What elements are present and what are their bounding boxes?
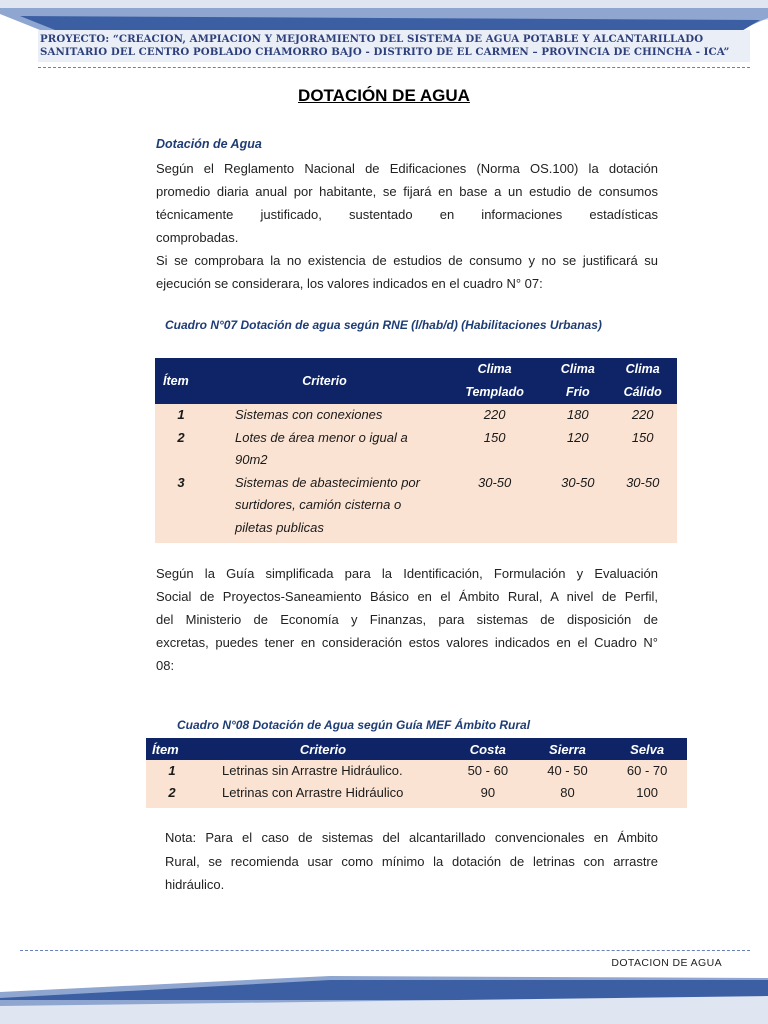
- paragraph-rne: [156, 157, 658, 295]
- table-row: [155, 404, 677, 427]
- paragraph-line: del Ministerio de Economía y Finanzas, para sistemas de disposición de: [156, 612, 658, 627]
- cell-value: 30-50: [608, 472, 677, 544]
- table-rne-dotacion: [155, 358, 677, 543]
- project-label: PROYECTO:: [40, 33, 110, 45]
- header-selva: Selva: [607, 738, 687, 760]
- paragraph-line: técnicamente justificado, sustentado en informaciones estadísticas: [156, 207, 658, 222]
- header-criterio: Criterio: [207, 358, 442, 404]
- header-costa: Costa: [448, 738, 528, 760]
- cell-value: 60 - 70: [607, 760, 687, 782]
- header-clima-frio: [547, 358, 608, 404]
- header-text: Templado: [465, 385, 524, 399]
- table-row: [155, 427, 677, 472]
- footer-divider: [20, 950, 750, 951]
- cell-criterio: Sistemas de abastecimiento por surtidores, camión cisterna o piletas publicas: [207, 472, 442, 544]
- cell-criterio: Lotes de área menor o igual a 90m2: [207, 427, 442, 472]
- paragraph-line: Según el Reglamento Nacional de Edificaciones (Norma OS.100) la dotación: [156, 161, 658, 176]
- header-text: Clima: [625, 362, 660, 376]
- header-clima-calido: [608, 358, 677, 404]
- cell-item: 2: [146, 782, 198, 808]
- header-text: Clima: [560, 362, 595, 376]
- footer-banner: [0, 966, 768, 1024]
- project-title-line2: SANITARIO DEL CENTRO POBLADO CHAMORRO BAJO - DISTRITO DE EL CARMEN – PROVINCIA DE CHINCHA - ICA”: [40, 46, 730, 58]
- table-row: [155, 472, 677, 544]
- cell-item: 3: [155, 472, 207, 544]
- paragraph-line: Social de Proyectos-Saneamiento Básico en el Ámbito Rural, A nivel de Perfil,: [156, 589, 658, 604]
- paragraph-line: promedio diaria anual por habitante, se fijará en base a un estudio de consumos: [156, 184, 658, 199]
- cell-criterio: Sistemas con conexiones: [207, 404, 442, 427]
- header-criterio: Criterio: [198, 738, 448, 760]
- cell-value: 150: [442, 427, 547, 472]
- cell-value: 30-50: [442, 472, 547, 544]
- cell-item: 1: [155, 404, 207, 427]
- cell-value: 100: [607, 782, 687, 808]
- note-line: hidráulico.: [165, 877, 225, 892]
- page-title: DOTACIÓN DE AGUA: [298, 86, 470, 105]
- project-header: [40, 33, 730, 59]
- paragraph-line: Si se comprobara la no existencia de estudios de consumo y no se justificará su: [156, 253, 658, 268]
- header-text: Frio: [565, 385, 590, 399]
- paragraph-line: Según la Guía simplificada para la Identificación, Formulación y Evaluación: [156, 566, 658, 581]
- header-divider: [38, 67, 750, 68]
- cell-item: 1: [146, 760, 198, 782]
- paragraph-line: excretas, puedes tener en consideración estos valores indicados en el Cuadro N°: [156, 635, 658, 650]
- cell-value: 120: [547, 427, 608, 472]
- cell-value: 30-50: [547, 472, 608, 544]
- project-title-line1: “CREACION, AMPIACION Y MEJORAMIENTO DEL SISTEMA DE AGUA POTABLE Y ALCANTARILLADO: [112, 33, 704, 45]
- footer-label: DOTACION DE AGUA: [611, 957, 722, 969]
- cell-criterio: Letrinas sin Arrastre Hidráulico.: [198, 760, 448, 782]
- table1-caption: Cuadro N°07 Dotación de agua según RNE (l/hab/d) (Habilitaciones Urbanas): [165, 318, 602, 332]
- header-item: Ítem: [155, 358, 207, 404]
- cell-value: 220: [608, 404, 677, 427]
- paragraph-line: comprobadas.: [156, 230, 239, 245]
- table2-caption: Cuadro N°08 Dotación de Agua según Guía MEF Ámbito Rural: [177, 718, 531, 732]
- header-text: Clima: [477, 362, 512, 376]
- header-item: Ítem: [146, 738, 198, 760]
- cell-value: 40 - 50: [528, 760, 608, 782]
- table-row: [146, 782, 687, 808]
- cell-item: 2: [155, 427, 207, 472]
- section-heading: Dotación de Agua: [156, 137, 262, 151]
- note-paragraph: [165, 826, 658, 897]
- header-clima-templado: [442, 358, 547, 404]
- cell-value: 220: [442, 404, 547, 427]
- table-mef-dotacion: [146, 738, 687, 808]
- header-text: Cálido: [623, 385, 662, 399]
- cell-value: 150: [608, 427, 677, 472]
- cell-value: 80: [528, 782, 608, 808]
- cell-value: 180: [547, 404, 608, 427]
- header-sierra: Sierra: [528, 738, 608, 760]
- paragraph-mef: [156, 562, 658, 677]
- cell-criterio: Letrinas con Arrastre Hidráulico: [198, 782, 448, 808]
- cell-value: 50 - 60: [448, 760, 528, 782]
- paragraph-line: 08:: [156, 658, 175, 673]
- table-header-row: [155, 358, 677, 404]
- note-line: Rural, se recomienda usar como mínimo la dotación de letrinas con arrastre: [165, 853, 658, 869]
- note-line: Nota: Para el caso de sistemas del alcantarillado convencionales en Ámbito: [165, 830, 658, 845]
- table-header-row: [146, 738, 687, 760]
- cell-value: 90: [448, 782, 528, 808]
- table-row: [146, 760, 687, 782]
- paragraph-line: ejecución se considerara, los valores indicados en el cuadro N° 07:: [156, 276, 543, 291]
